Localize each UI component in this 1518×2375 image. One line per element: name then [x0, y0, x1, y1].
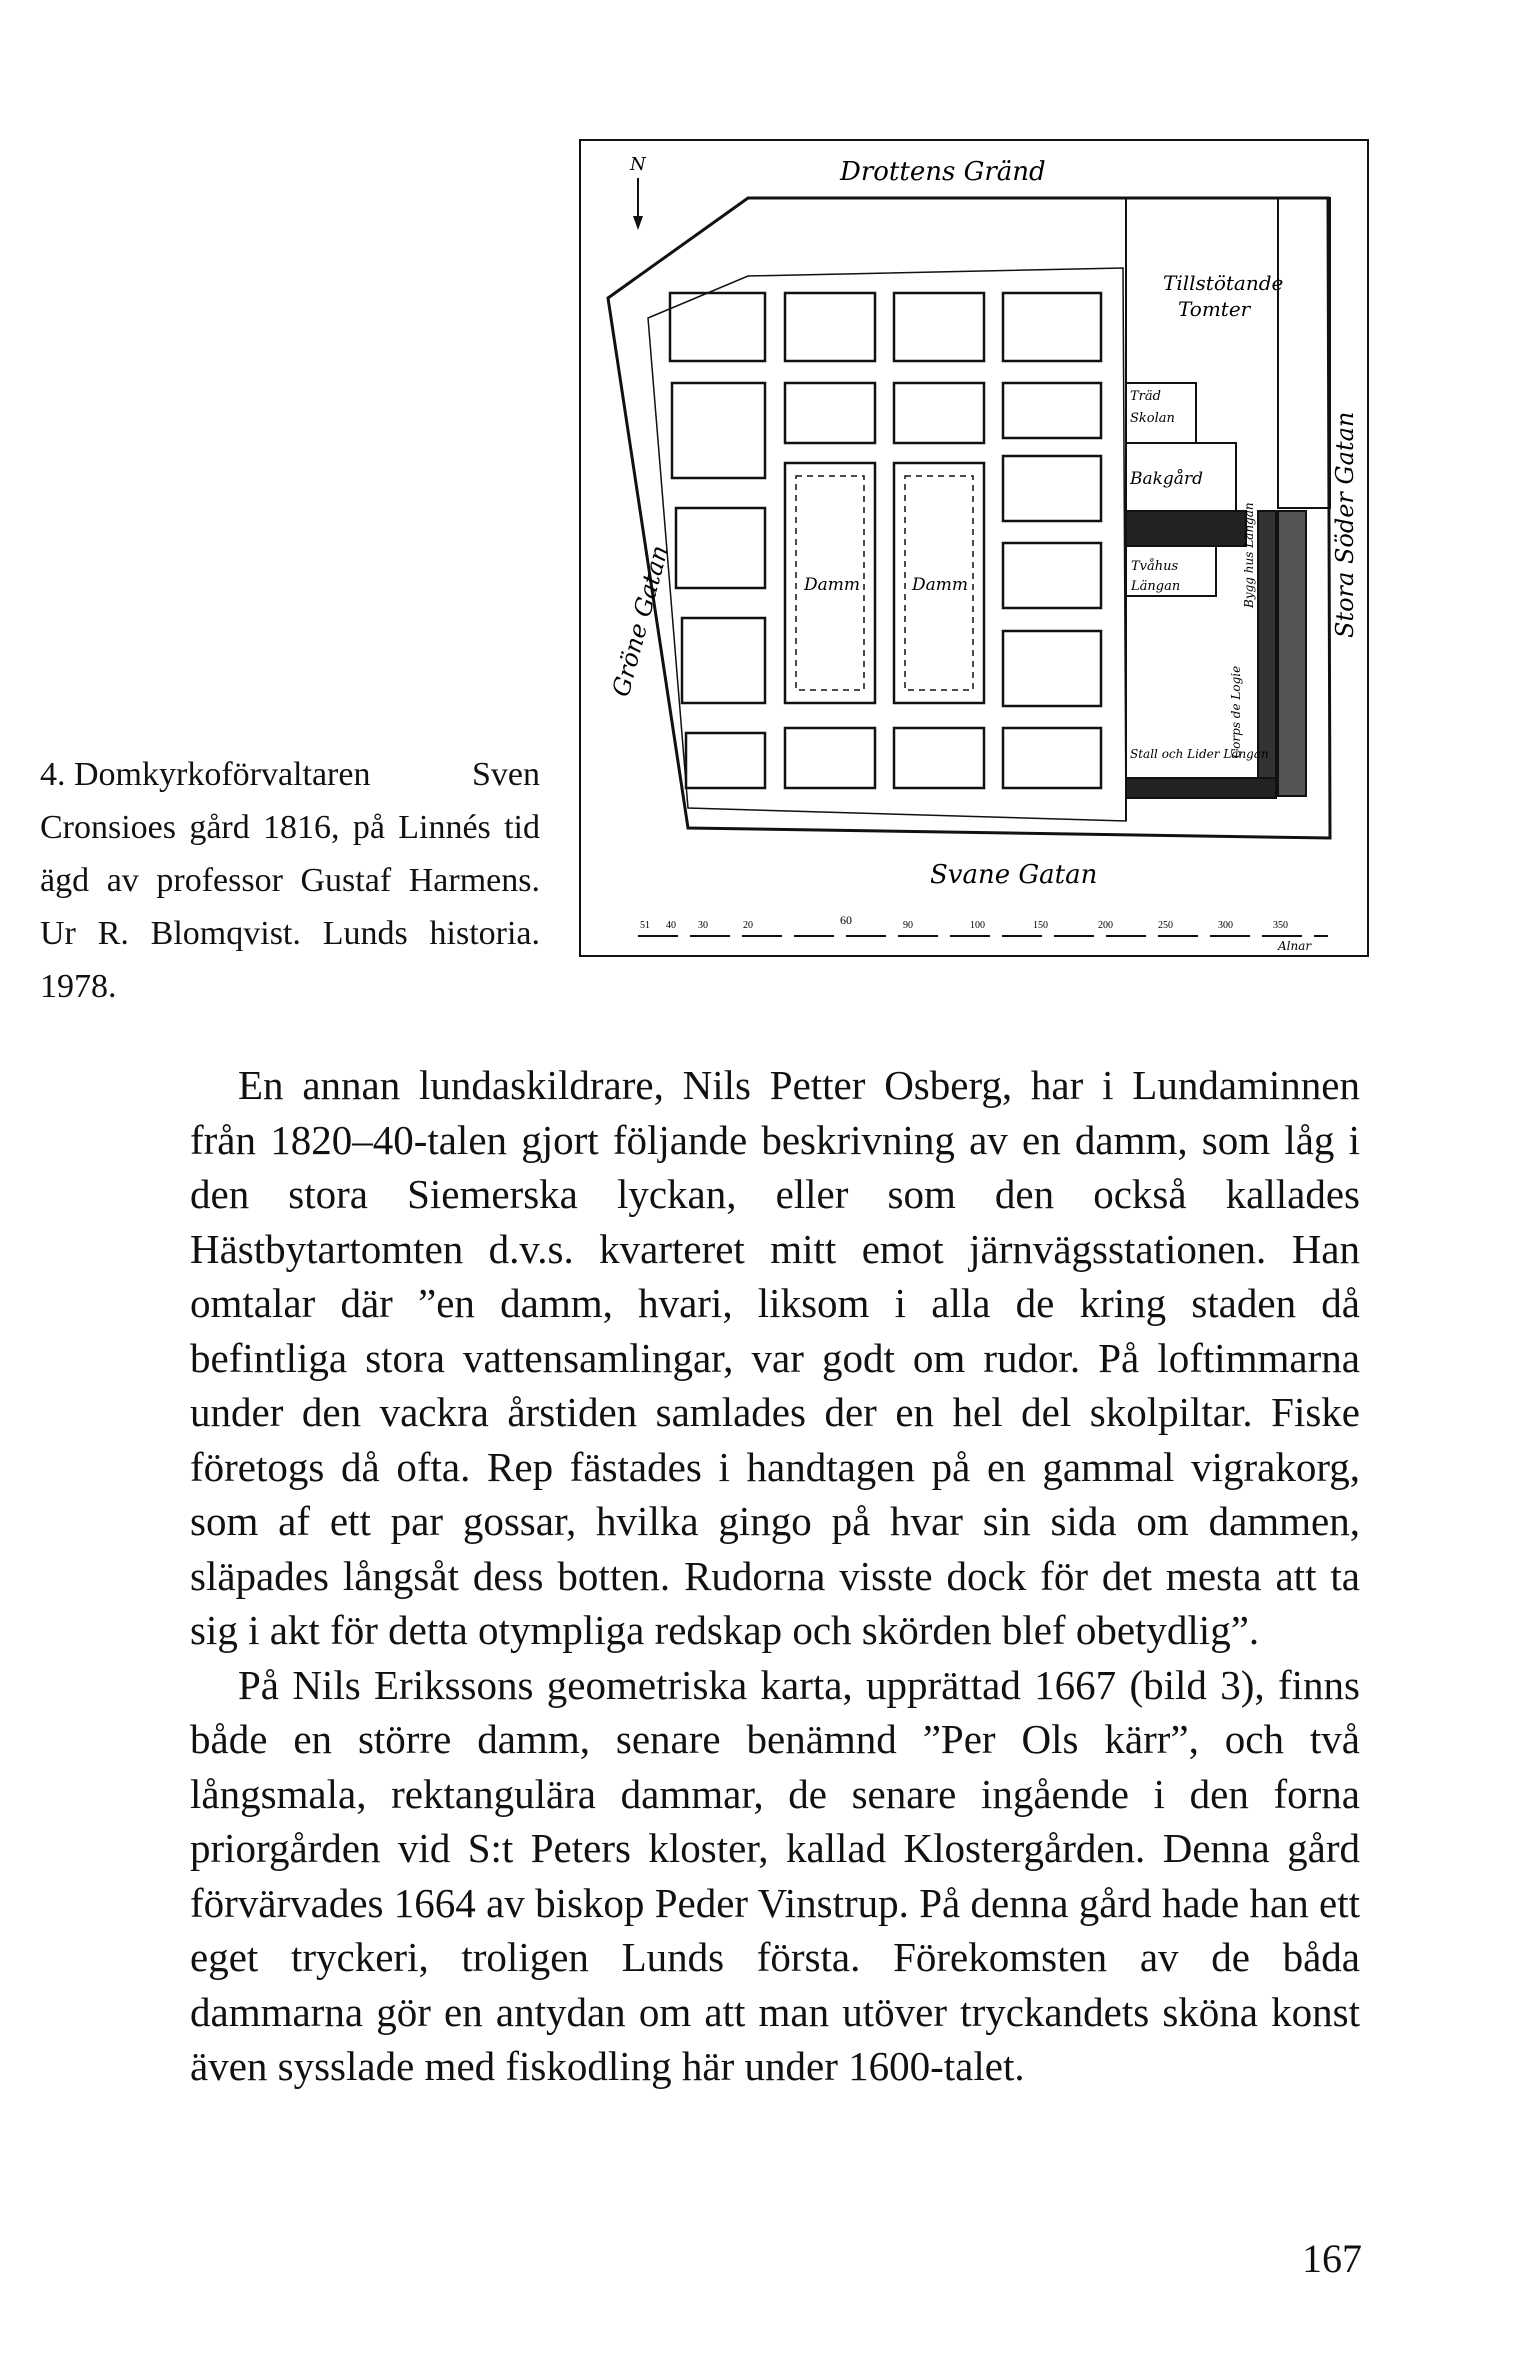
wing-label-3: Corps de Logie — [1229, 665, 1243, 758]
trad-label-2: Skolan — [1130, 411, 1175, 426]
ponds — [785, 463, 984, 703]
street-left-label: Gröne Gatan — [606, 542, 674, 700]
paragraph-1: En annan lundaskildrare, Nils Petter Osberg, har i Lundaminnen från 1820–40-talen gjort följande beskrivning av en damm, som låg i den stora Siemerska lyckan, eller som den också kallades Hästbytartomten d.v.s. kvarteret mitt emot järnvägsstationen. Han omtalar där ”en damm, hvari, liksom i alla de kring staden då befintliga stora vattensamlingar, var godt om rudor. På loftimmarna under den vackra årstiden samlades der en hel del skolpiltar. Fiske företogs då ofta. Rep fästades i handtagen på en gammal vigrakorg, som af ett par gossar, hvilka gingo på hvar sin sida om dammen, släpades långsåt dess botten. Rudorna visste dock för det mesta att ta sig i akt för detta otympliga redskap och skörden blef obetydlig”. — [190, 1062, 1360, 1653]
body-text — [190, 1058, 1360, 2094]
paragraph-2: På Nils Erikssons geometriska karta, upprättad 1667 (bild 3), finns både en större damm, senare benämnd ”Per Ols kärr”, och två långsmala, rektangulära dammar, de senare ingående i den forna priorgården vid S:t Peters kloster, kallad Klostergården. Denna gård förvärvades 1664 av biskop Peder Vinstrup. På denna gård hade han ett eget tryckeri, troligen Lunds första. Förekomsten av de båda dammarna gör en antydan om att man utöver tryckandets sköna konst även sysslade med fiskodling här under 1600-talet. — [190, 1661, 1360, 2089]
scale-unit-label: Alnar — [1278, 939, 1312, 953]
page-number: 167 — [1302, 2236, 1362, 2281]
svg-text:30: 30 — [698, 920, 708, 931]
caption-first-line-end: Sven — [472, 756, 540, 793]
svg-text:200: 200 — [1098, 920, 1113, 931]
svg-text:40: 40 — [666, 920, 676, 931]
trad-label-1: Träd — [1130, 389, 1161, 404]
figure-caption — [40, 748, 540, 1013]
svg-text:300: 300 — [1218, 920, 1233, 931]
svg-text:100: 100 — [970, 920, 985, 931]
wing-label-1a: Tvåhus — [1131, 559, 1179, 574]
svg-text:20: 20 — [743, 920, 753, 931]
wing-label-4: Bygg hus Längan — [1242, 502, 1256, 608]
north-arrowhead-icon — [633, 216, 643, 230]
street-right-label: Stora Söder Gatan — [1331, 411, 1359, 638]
lot-label-1: Tillstötande — [1163, 271, 1284, 295]
svg-text:350: 350 — [1273, 920, 1288, 931]
street-bottom-label: Svane Gatan — [930, 860, 1098, 890]
svg-text:90: 90 — [903, 920, 913, 931]
lot-label-2: Tomter — [1178, 297, 1251, 321]
svg-text:250: 250 — [1158, 920, 1173, 931]
wing-label-1b: Längan — [1131, 579, 1181, 594]
estate-map — [578, 138, 1370, 958]
pond-label-1: Damm — [804, 575, 861, 595]
svg-text:51: 51 — [640, 920, 650, 931]
svg-text:150: 150 — [1033, 920, 1048, 931]
north-label: N — [630, 154, 646, 175]
garden-beds — [670, 293, 1101, 788]
caption-rest: Cronsioes gård 1816, på Linnés tid ägd av professor Gustaf Harmens. Ur R. Blomqvist. Lunds historia. 1978. — [40, 809, 540, 1005]
caption-first-line: 4. Domkyrkoförvaltaren — [40, 756, 371, 793]
street-top-label: Drottens Gränd — [840, 157, 1046, 187]
scale-bar — [638, 913, 1328, 953]
pond-label-2: Damm — [912, 575, 969, 595]
garden-outline — [648, 268, 1126, 821]
svg-text:60: 60 — [840, 913, 852, 927]
bakgard-label: Bakgård — [1130, 469, 1203, 489]
estate-map-figure — [578, 138, 1370, 958]
wing-label-2: Stall och Lider Längan — [1130, 747, 1269, 761]
